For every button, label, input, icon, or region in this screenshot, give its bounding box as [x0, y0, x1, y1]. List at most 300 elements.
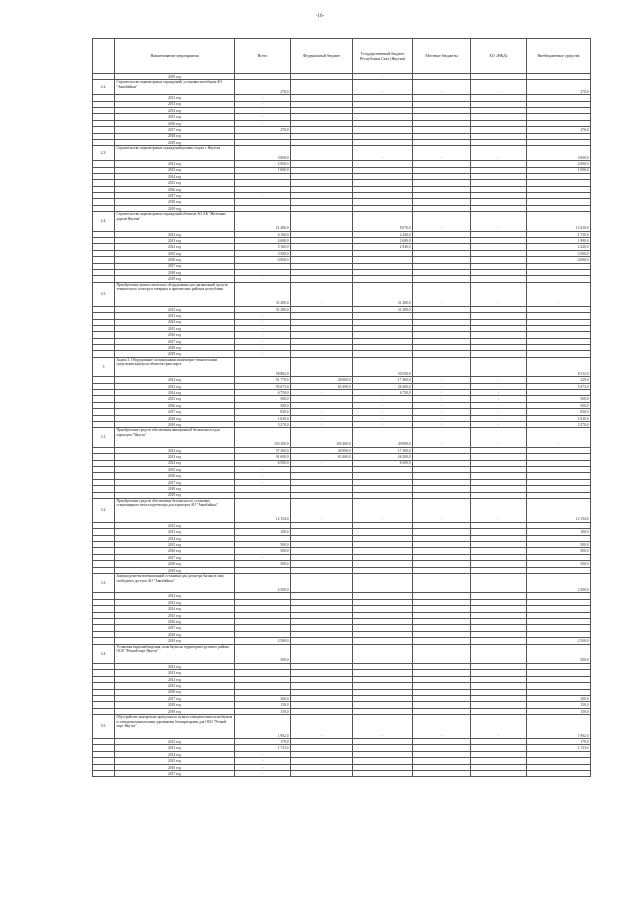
table-cell: 2019 год — [115, 708, 235, 714]
table-cell — [413, 357, 471, 376]
table-cell: 2016 год — [115, 764, 235, 770]
table-cell: 2014 год — [115, 244, 235, 250]
table-cell: 2.4. — [93, 212, 115, 231]
table-cell: 4 160,0 — [235, 231, 291, 237]
table-cell: 2 500,0 — [235, 638, 291, 644]
table-cell: 2 500,0 — [527, 638, 591, 644]
table-cell: 500,0 — [235, 644, 291, 663]
table-cell: 3 000,0 — [527, 146, 591, 161]
table-cell: 500,0 — [527, 561, 591, 567]
table-cell: - — [527, 282, 591, 306]
table-cell: - — [235, 473, 291, 479]
table-cell: 1 720,0 — [527, 231, 591, 237]
table-cell: 2019 год — [115, 205, 235, 211]
table-cell: - — [471, 212, 527, 231]
table-cell: - — [235, 114, 291, 120]
table-cell — [291, 574, 353, 593]
table-header-row — [93, 39, 591, 74]
header-cell — [93, 39, 115, 74]
table-cell: 2019 год — [115, 638, 235, 644]
table-cell: 2 500,0 — [527, 574, 591, 593]
table-cell: 3 270,0 — [527, 422, 591, 428]
table-cell: 2012 год — [115, 377, 235, 383]
table-cell: 270,0 — [235, 80, 291, 95]
table-cell: 6 500,0 — [235, 460, 291, 466]
table-cell: 2018 год — [115, 199, 235, 205]
table-cell: - — [353, 498, 413, 522]
table-cell: 2013 год — [115, 313, 235, 319]
table-cell: - — [471, 402, 527, 408]
table-cell: - — [235, 120, 291, 126]
table-cell: 2018 год — [115, 133, 235, 139]
table-cell: 500,0 — [527, 396, 591, 402]
table-cell: 2.3. — [93, 146, 115, 161]
table-cell: 3.4. — [93, 644, 115, 663]
table-cell: 270,0 — [527, 127, 591, 133]
table-cell — [413, 771, 471, 777]
table-cell: 2017 год — [115, 193, 235, 199]
budget-table — [92, 38, 591, 777]
header-cell: Всего — [235, 39, 291, 74]
table-cell — [527, 771, 591, 777]
table-row-item — [93, 428, 591, 447]
table-cell: 179,0 — [235, 739, 291, 745]
table-cell: - — [291, 422, 353, 428]
table-row-item — [93, 282, 591, 306]
table-cell: - — [291, 498, 353, 522]
table-cell: 500,0 — [235, 548, 291, 554]
table-cell: - — [291, 409, 353, 415]
table-cell: 155 300,0 — [235, 428, 291, 447]
table-cell: - — [235, 313, 291, 319]
table-cell: 150,0 — [235, 702, 291, 708]
table-cell: 2016 год — [115, 548, 235, 554]
table-cell: Строительство периметровых ограждений объектов АО АК "Железные дороги Якутии" — [115, 212, 235, 231]
table-row-year — [93, 771, 591, 777]
table-cell: 6 750,0 — [235, 390, 291, 396]
table-cell: 1 723,0 — [235, 745, 291, 751]
table-cell: 2014 год — [115, 460, 235, 466]
table-cell: 3 500,0 — [235, 250, 291, 256]
table-cell: 31 280,0 — [235, 282, 291, 306]
table-cell: - — [291, 715, 353, 739]
table-cell: 2015 год — [115, 758, 235, 764]
table-cell: 2018 год — [115, 631, 235, 637]
table-cell: - — [235, 276, 291, 282]
table-cell: 2014 год — [115, 751, 235, 757]
table-cell: - — [413, 396, 471, 402]
table-cell: - — [413, 377, 471, 383]
table-cell — [291, 357, 353, 376]
table-cell: 2 690,0 — [353, 238, 413, 244]
table-cell: 3.1. — [93, 428, 115, 447]
table-cell: 2017 год — [115, 554, 235, 560]
table-cell: - — [413, 422, 471, 428]
table-cell: 2015 год — [115, 250, 235, 256]
page-number: -16- — [315, 14, 325, 19]
table-cell: 500,0 — [527, 548, 591, 554]
table-cell: 51 779,0 — [235, 377, 291, 383]
table-cell: 2 500,0 — [235, 574, 291, 593]
table-cell: - — [471, 428, 527, 447]
table-cell: 93 673,0 — [235, 383, 291, 389]
table-cell: - — [291, 390, 353, 396]
table-cell: - — [353, 80, 413, 95]
table-cell: 2012 год — [115, 447, 235, 453]
table-cell: - — [413, 409, 471, 415]
table-cell: 3 270,0 — [235, 422, 291, 428]
table-cell: - — [471, 80, 527, 95]
table-row-item — [93, 80, 591, 95]
table-cell: 2017 год — [115, 263, 235, 269]
table-cell: - — [235, 758, 291, 764]
table-body — [93, 74, 591, 777]
table-cell: 50 550,0 — [353, 357, 413, 376]
table-cell: 270,0 — [527, 80, 591, 95]
table-cell: - — [471, 715, 527, 739]
table-cell: 2012 год — [115, 593, 235, 599]
table-cell: 2014 год — [115, 173, 235, 179]
table-cell: - — [413, 80, 471, 95]
table-cell: 2016 год — [115, 402, 235, 408]
table-cell: - — [413, 390, 471, 396]
table-cell: 2014 год — [115, 606, 235, 612]
table-cell: - — [235, 751, 291, 757]
header-cell: Наименование мероприятия — [115, 39, 235, 74]
table-cell: - — [471, 282, 527, 306]
table-cell: 1 000,0 — [235, 167, 291, 173]
table-cell: - — [235, 771, 291, 777]
table-cell: 2013 год — [115, 529, 235, 535]
table-cell: 65 400,0 — [291, 454, 353, 460]
table-cell: 1 902,0 — [235, 715, 291, 739]
table-cell: - — [413, 383, 471, 389]
table-cell: - — [235, 107, 291, 113]
table-cell: - — [413, 402, 471, 408]
table-cell: 2019 год — [115, 492, 235, 498]
table-cell: 500,0 — [235, 542, 291, 548]
table-cell: - — [235, 101, 291, 107]
table-cell: 2018 год — [115, 345, 235, 351]
table-cell — [291, 771, 353, 777]
table-cell: 1 723,0 — [527, 745, 591, 751]
header-cell: АО «РЖД» — [471, 39, 527, 74]
table-cell: 1 673,0 — [527, 383, 591, 389]
table-cell: - — [291, 282, 353, 306]
table-cell — [291, 212, 353, 231]
header-cell: Федеральный бюджет — [291, 39, 353, 74]
table-cell: 2015 год — [115, 612, 235, 618]
table-cell: - — [353, 409, 413, 415]
table-cell: 1 020,0 — [235, 415, 291, 421]
table-row-item — [93, 644, 591, 663]
table-row-item — [93, 574, 591, 593]
table-cell: Приобретение средств обеспечения безопасности, установка стационарного металлодетектора для аэропорта АО "Авиабайкал" — [115, 498, 235, 522]
table-cell: Установка видеонаблюдения, шлагбаума на территории грузового района ООО "Речной порт Якутск" — [115, 644, 235, 663]
table-cell — [471, 574, 527, 593]
table-cell: 2012 год — [115, 95, 235, 101]
table-cell: 2 440,0 — [353, 231, 413, 237]
table-cell: 2013 год — [115, 238, 235, 244]
table-cell: 2017 год — [115, 409, 235, 415]
table-cell: 2015 год — [115, 466, 235, 472]
table-row-item — [93, 212, 591, 231]
table-cell: - — [353, 715, 413, 739]
table-cell: - — [235, 193, 291, 199]
table-cell: - — [471, 422, 527, 428]
table-cell: 2 940,0 — [353, 244, 413, 250]
table-cell: 58 862,0 — [235, 357, 291, 376]
table-cell: 2016 год — [115, 618, 235, 624]
table-cell — [291, 80, 353, 95]
table-cell: 26 200,0 — [353, 454, 413, 460]
table-cell: 4 000,0 — [235, 257, 291, 263]
table-cell: 2014 год — [115, 319, 235, 325]
table-cell: 2019 год — [115, 139, 235, 145]
table-cell: - — [471, 377, 527, 383]
table-cell: Строительство периметровых ограждений, установка шлагбаума АО "Авиабайкал" — [115, 80, 235, 95]
table-cell: 500,0 — [527, 402, 591, 408]
table-cell: 150,0 — [235, 708, 291, 714]
table-cell: Приобретение диагностического оборудования для организаций средств технического осмотра в северных и арктических районах республики — [115, 282, 235, 306]
table-cell: 2017 год — [115, 625, 235, 631]
table-cell: 31 280,0 — [235, 306, 291, 312]
table-cell — [291, 644, 353, 663]
header-cell: Государственный бюджет Республики Саха (Якутия) — [353, 39, 413, 74]
table-row-item — [93, 357, 591, 376]
table-cell — [353, 771, 413, 777]
table-cell: 2015 год — [115, 542, 235, 548]
table-cell: 2018 год — [115, 415, 235, 421]
table-cell: 31 280,0 — [353, 306, 413, 312]
table-cell: - — [353, 396, 413, 402]
table-cell: 500,0 — [527, 542, 591, 548]
table-cell: Приобретение средств обеспечения авиационной безопасности для аэропорта "Якутск" — [115, 428, 235, 447]
table-cell: - — [235, 338, 291, 344]
table-cell: 2019 год — [115, 567, 235, 573]
table-cell: 2013 год — [115, 383, 235, 389]
table-cell: 2015 год — [115, 325, 235, 331]
table-row-item — [93, 146, 591, 161]
table-cell: 2013 год — [115, 745, 235, 751]
table-cell: 2013 год — [115, 101, 235, 107]
table-cell — [471, 357, 527, 376]
table-cell: - — [413, 282, 471, 306]
table-cell: 2013 год — [115, 599, 235, 605]
table-cell: 3 500,0 — [527, 250, 591, 256]
table-cell: 2019 год — [115, 351, 235, 357]
table-cell — [471, 771, 527, 777]
table-cell: 65 400,0 — [291, 383, 353, 389]
table-cell: 2014 год — [115, 676, 235, 682]
table-cell: 1 990,0 — [527, 238, 591, 244]
table-cell: 229,0 — [527, 377, 591, 383]
table-cell: Строительство периметровых ограждений речного порта г. Якутска — [115, 146, 235, 161]
table-cell: 2016 год — [115, 332, 235, 338]
table-cell: 2012 год — [115, 663, 235, 669]
table-cell: 2014 год — [115, 107, 235, 113]
table-cell: 2019 год — [115, 74, 235, 80]
table-cell: - — [527, 428, 591, 447]
table-cell: 2.2. — [93, 80, 115, 95]
table-cell: 3 000,0 — [235, 146, 291, 161]
table-cell: Задача 3. Оборудование специальными инженерно-техническими средствами контроля объектов транспорта — [115, 357, 235, 376]
table-cell: 500,0 — [235, 402, 291, 408]
table-cell: - — [235, 95, 291, 101]
table-cell: 3.3. — [93, 574, 115, 593]
table-cell: - — [235, 764, 291, 770]
table-cell: 2012 год — [115, 739, 235, 745]
table-cell: 179,0 — [527, 739, 591, 745]
table-cell: 2014 год — [115, 535, 235, 541]
table-cell: - — [413, 715, 471, 739]
table-cell: 270,0 — [235, 127, 291, 133]
table-cell: 150,0 — [527, 702, 591, 708]
table-cell: 105 400,0 — [291, 428, 353, 447]
table-cell: - — [235, 332, 291, 338]
table-cell: 2013 год — [115, 167, 235, 173]
table-cell: 40 000,0 — [291, 447, 353, 453]
table-cell: Закупка рентгентелевизионной установки для досмотра багажа в зону свободного доступа АО "Авиабайкал" — [115, 574, 235, 593]
table-cell: 12 154,0 — [527, 498, 591, 522]
table-cell: 5 160,0 — [235, 244, 291, 250]
table-cell: 200,0 — [527, 695, 591, 701]
table-cell: 12 154,0 — [235, 498, 291, 522]
table-cell: 2 000,0 — [235, 161, 291, 167]
table-cell: - — [471, 498, 527, 522]
table-cell: 100,0 — [527, 529, 591, 535]
table-cell: 2 220,0 — [527, 244, 591, 250]
table-cell: - — [413, 212, 471, 231]
table-cell: 21 480,0 — [235, 212, 291, 231]
table-cell: 8 312,0 — [527, 357, 591, 376]
table-cell: 2012 год — [115, 306, 235, 312]
table-cell: 17 200,0 — [353, 447, 413, 453]
table-cell: - — [235, 554, 291, 560]
table-cell: 2 000,0 — [527, 161, 591, 167]
table-cell: 4 680,0 — [235, 238, 291, 244]
table-cell: 40 000,0 — [291, 377, 353, 383]
table-cell: 500,0 — [527, 644, 591, 663]
table-cell: 57 200,0 — [235, 447, 291, 453]
table-cell: 6 750,0 — [353, 390, 413, 396]
table-cell: 2012 год — [115, 231, 235, 237]
table-cell: 2015 год — [115, 180, 235, 186]
table-cell: 2017 год — [115, 695, 235, 701]
table-row-item — [93, 715, 591, 739]
header-cell: Местные бюджеты — [413, 39, 471, 74]
table-cell: 2015 год — [115, 396, 235, 402]
table-row-item — [93, 498, 591, 522]
table-cell: 2015 год — [115, 114, 235, 120]
table-cell: 2018 год — [115, 486, 235, 492]
table-cell: 2017 год — [115, 127, 235, 133]
table-cell: - — [353, 422, 413, 428]
table-cell: - — [471, 383, 527, 389]
table-cell: 2013 год — [115, 454, 235, 460]
table-cell: 2016 год — [115, 473, 235, 479]
table-cell: - — [353, 415, 413, 421]
table-cell: - — [235, 479, 291, 485]
table-cell: 2018 год — [115, 702, 235, 708]
table-cell: - — [471, 409, 527, 415]
table-cell: 1 000,0 — [527, 167, 591, 173]
table-cell: - — [413, 146, 471, 161]
table-cell: 49 900,0 — [353, 428, 413, 447]
table-cell — [353, 574, 413, 593]
table-cell — [93, 771, 115, 777]
table-cell: 13 410,0 — [527, 212, 591, 231]
table-cell: - — [413, 415, 471, 421]
table-cell: 2016 год — [115, 257, 235, 263]
table-cell: - — [413, 428, 471, 447]
table-cell: - — [471, 396, 527, 402]
table-cell: - — [413, 498, 471, 522]
table-cell: 3 — [93, 357, 115, 376]
table-cell: - — [235, 466, 291, 472]
table-cell: 500,0 — [235, 561, 291, 567]
table-cell: - — [235, 351, 291, 357]
table-cell: - — [291, 415, 353, 421]
table-cell — [413, 574, 471, 593]
table-cell: 2017 год — [115, 771, 235, 777]
table-cell: Обустройство контрольно-пропускного пункта электрическим шлагбаумом и электромеханическими дорожными блокираторами для ООО "Речной порт Якутск" — [115, 715, 235, 739]
table-cell: 2016 год — [115, 186, 235, 192]
table-cell: 26 400,0 — [353, 383, 413, 389]
table-cell: - — [353, 74, 413, 80]
table-cell: 6 500,0 — [353, 460, 413, 466]
table-cell: 200,0 — [235, 695, 291, 701]
table-cell: 2017 год — [115, 479, 235, 485]
table-cell — [413, 644, 471, 663]
table-cell: 2012 год — [115, 161, 235, 167]
table-cell: 820,0 — [527, 409, 591, 415]
table-cell: 2017 год — [115, 338, 235, 344]
table-cell: - — [471, 415, 527, 421]
table-cell: - — [291, 460, 353, 466]
table-cell: 31 280,0 — [353, 282, 413, 306]
table-cell: - — [353, 402, 413, 408]
table-cell: 91 600,0 — [235, 454, 291, 460]
table-cell: 2016 год — [115, 689, 235, 695]
table-cell: 2014 год — [115, 390, 235, 396]
table-cell — [471, 644, 527, 663]
table-cell: 2018 год — [115, 269, 235, 275]
table-cell: 1 020,0 — [527, 415, 591, 421]
table-cell: - — [471, 146, 527, 161]
table-cell: - — [471, 390, 527, 396]
table-cell: 17 400,0 — [353, 377, 413, 383]
header-cell: Внебюджетные средства — [527, 39, 591, 74]
table-cell: 3.5. — [93, 715, 115, 739]
table-cell: - — [353, 146, 413, 161]
table-cell — [291, 146, 353, 161]
table-cell: 2018 год — [115, 561, 235, 567]
table-cell: 4 000,0 — [527, 257, 591, 263]
table-cell: - — [235, 345, 291, 351]
table-cell: 3.2. — [93, 498, 115, 522]
table-cell: 1 902,0 — [527, 715, 591, 739]
table-cell: 100,0 — [235, 529, 291, 535]
table-cell: 150,0 — [527, 708, 591, 714]
table-cell: 2019 год — [115, 422, 235, 428]
table-cell: 500,0 — [235, 396, 291, 402]
table-cell: 2015 год — [115, 683, 235, 689]
table-cell — [353, 644, 413, 663]
table-cell: 2.5. — [93, 282, 115, 306]
table-cell: - — [235, 325, 291, 331]
table-cell: 820,0 — [235, 409, 291, 415]
